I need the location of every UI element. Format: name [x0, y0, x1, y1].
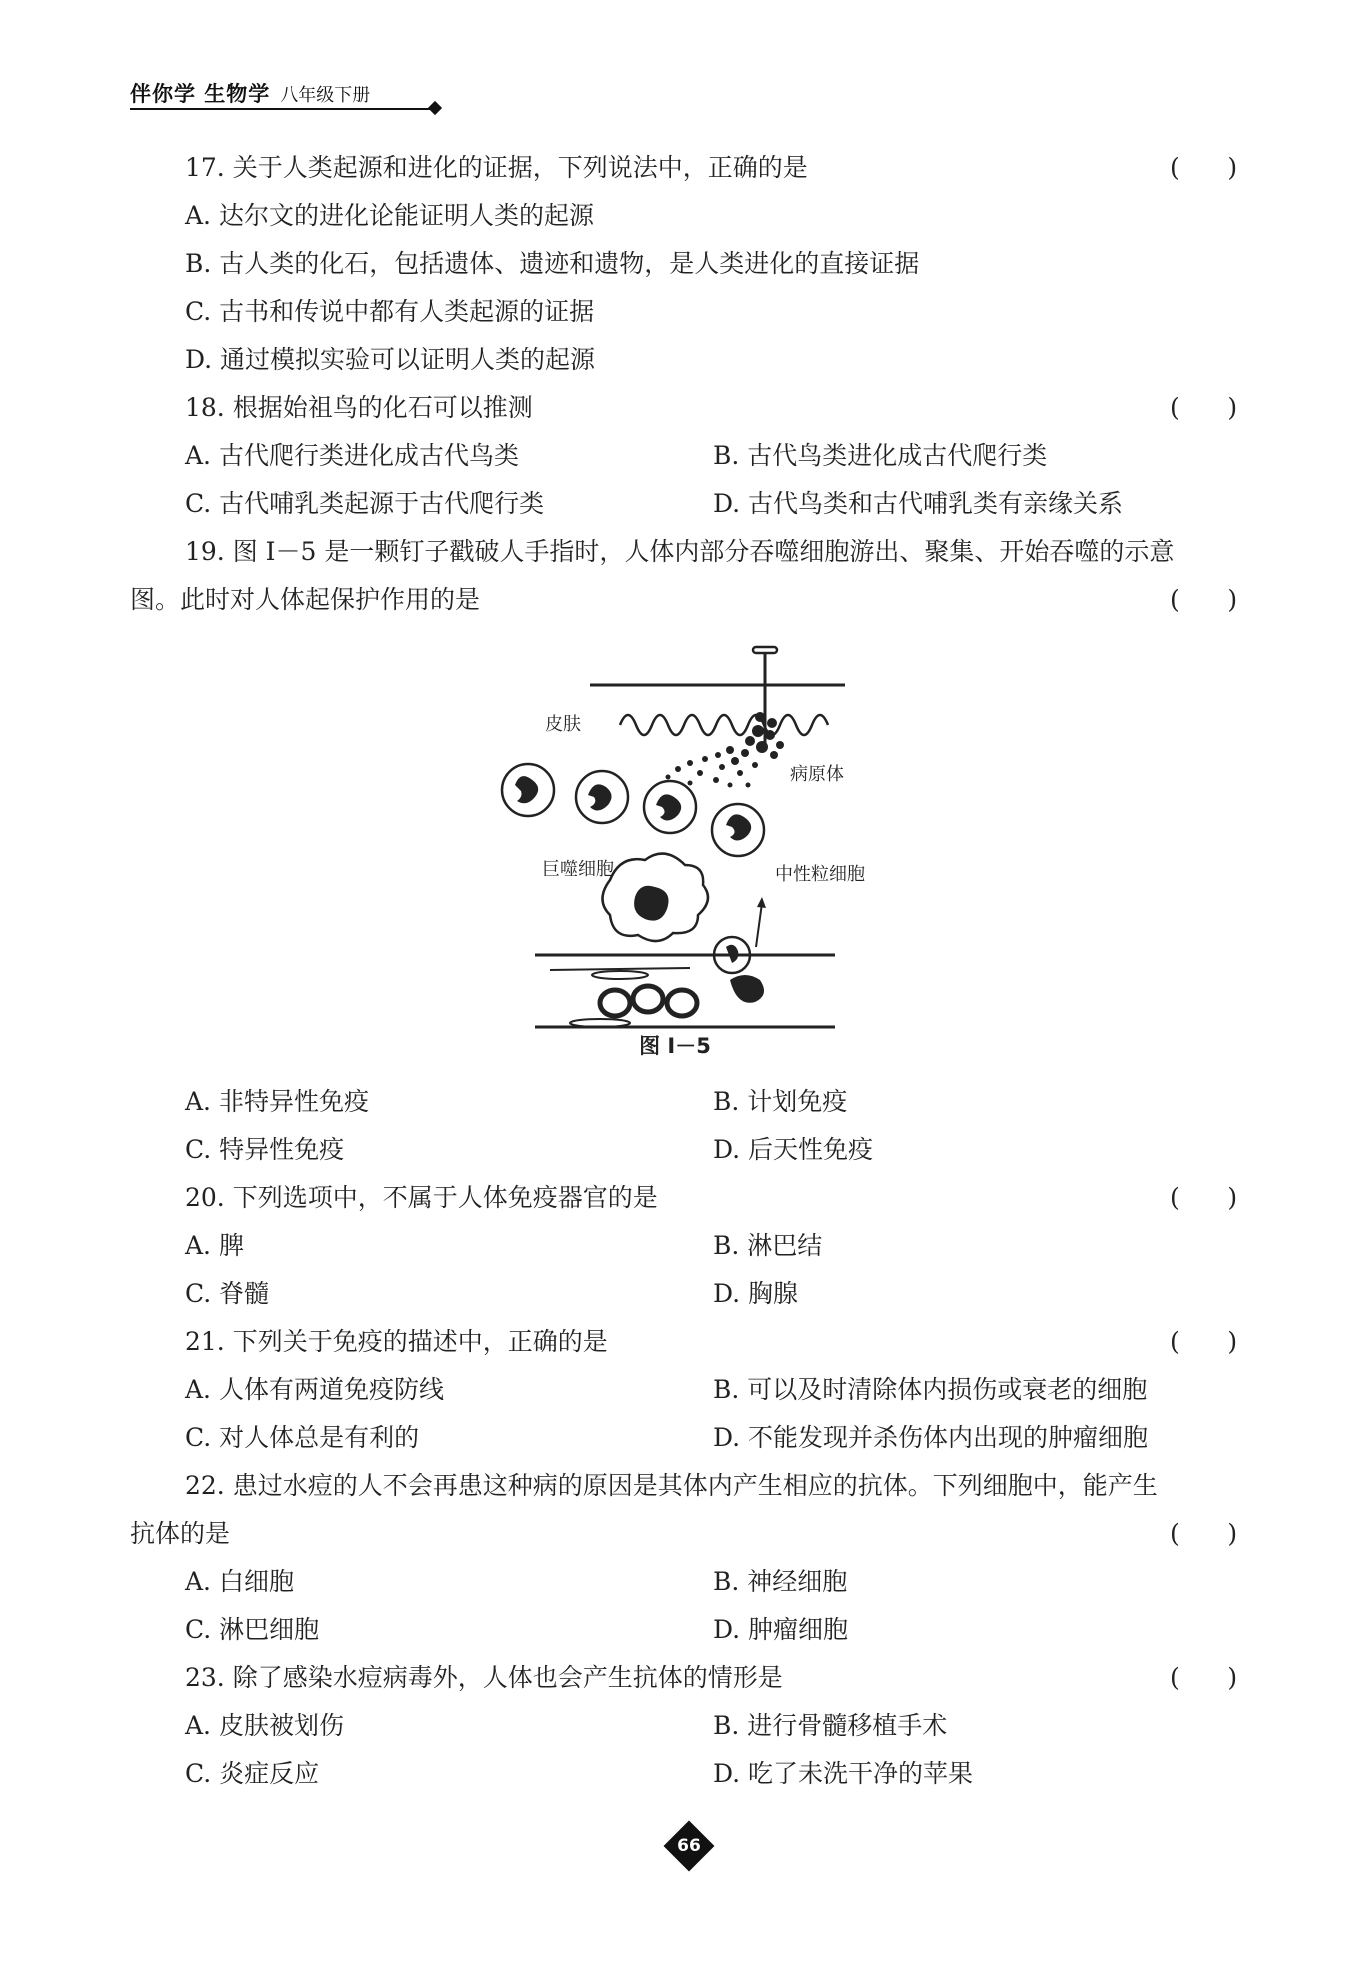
page-header: [130, 78, 450, 118]
option-b: B. 古代鸟类进化成古代爬行类: [713, 441, 1048, 470]
option-a: A. 达尔文的进化论能证明人类的起源: [185, 201, 594, 230]
figure-caption: 图 Ⅰ－5: [639, 1034, 711, 1058]
question-21-option-line: [0, 1414, 1350, 1462]
option-a: A. 非特异性免疫: [185, 1087, 369, 1116]
answer-bracket: ( ): [1170, 1663, 1238, 1692]
answer-bracket: ( ): [1170, 393, 1238, 422]
option-c: C. 炎症反应: [185, 1759, 320, 1788]
page-number-badge: [665, 1822, 713, 1870]
answer-bracket: ( ): [1170, 1183, 1238, 1212]
question-17-stem-line: [0, 144, 1350, 192]
question-stem: 20. 下列选项中，不属于人体免疫器官的是: [185, 1183, 658, 1212]
question-22-option-line: [0, 1606, 1350, 1654]
option-a: A. 白细胞: [185, 1567, 294, 1596]
option-d: D. 吃了未洗干净的苹果: [713, 1759, 974, 1788]
label-neutrophil: 中性粒细胞: [775, 864, 865, 885]
option-d: D. 肿瘤细胞: [713, 1615, 849, 1644]
answer-bracket: ( ): [1170, 1327, 1238, 1356]
option-c: C. 古书和传说中都有人类起源的证据: [185, 297, 595, 326]
question-stem: 21. 下列关于免疫的描述中，正确的是: [185, 1327, 608, 1356]
question-17-option-line: [0, 240, 1350, 288]
nail-head: [753, 647, 777, 653]
question-22-stem-line: [0, 1510, 1350, 1558]
phagocyte-diagram: [490, 635, 890, 1035]
question-19-stem-line: [0, 576, 1350, 624]
option-c: C. 脊髓: [185, 1279, 270, 1308]
header-rule: [130, 108, 435, 110]
option-b: B. 可以及时清除体内损伤或衰老的细胞: [713, 1375, 1148, 1404]
page-number: 66: [677, 1836, 701, 1856]
question-stem-continued: 图。此时对人体起保护作用的是: [130, 585, 481, 614]
question-18-stem-line: [0, 384, 1350, 432]
option-b: B. 进行骨髓移植手术: [713, 1711, 948, 1740]
epidermis-wave: [620, 715, 828, 735]
option-c: C. 特异性免疫: [185, 1135, 345, 1164]
header-diamond-icon: [428, 101, 442, 115]
answer-bracket: ( ): [1170, 153, 1238, 182]
question-21-stem-line: [0, 1318, 1350, 1366]
question-18-option-line: [0, 480, 1350, 528]
option-a: A. 脾: [185, 1231, 244, 1260]
question-20-option-line: [0, 1270, 1350, 1318]
question-17-option-line: [0, 336, 1350, 384]
option-c: C. 淋巴细胞: [185, 1615, 320, 1644]
question-23-option-line: [0, 1702, 1350, 1750]
question-21-option-line: [0, 1366, 1350, 1414]
option-d: D. 不能发现并杀伤体内出现的肿瘤细胞: [713, 1423, 1149, 1452]
book-title: 伴你学 生物学: [130, 82, 271, 106]
option-a: A. 古代爬行类进化成古代鸟类: [185, 441, 519, 470]
question-17-option-line: [0, 192, 1350, 240]
question-20-stem-line: [0, 1174, 1350, 1222]
question-19-stem-line: [0, 528, 1350, 576]
question-stem: 19. 图 Ⅰ－5 是一颗钉子戳破人手指时，人体内部分吞噬细胞游出、聚集、开始吞噬的示意: [185, 537, 1175, 566]
answer-bracket: ( ): [1170, 585, 1238, 614]
neutrophil-base: [730, 975, 764, 1003]
question-stem: 22. 患过水痘的人不会再患这种病的原因是其体内产生相应的抗体。下列细胞中，能产生: [185, 1471, 1158, 1500]
question-17-option-line: [0, 288, 1350, 336]
option-d: D. 后天性免疫: [713, 1135, 874, 1164]
cell-nuclei: [515, 776, 751, 840]
question-stem: 18. 根据始祖鸟的化石可以推测: [185, 393, 533, 422]
arrow-head-icon: [757, 897, 766, 908]
answer-bracket: ( ): [1170, 1519, 1238, 1548]
option-a: A. 人体有两道免疫防线: [185, 1375, 444, 1404]
option-d: D. 古代鸟类和古代哺乳类有亲缘关系: [713, 489, 1124, 518]
option-a: A. 皮肤被划伤: [185, 1711, 344, 1740]
label-skin: 皮肤: [545, 714, 581, 735]
option-b: B. 淋巴结: [713, 1231, 823, 1260]
question-19-option-line: [0, 1126, 1350, 1174]
question-stem: 17. 关于人类起源和进化的证据，下列说法中，正确的是: [185, 153, 808, 182]
option-b: B. 古人类的化石，包括遗体、遗迹和遗物，是人类进化的直接证据: [185, 249, 920, 278]
question-22-option-line: [0, 1558, 1350, 1606]
label-macrophage: 巨噬细胞: [542, 859, 614, 880]
question-stem: 23. 除了感染水痘病毒外，人体也会产生抗体的情形是: [185, 1663, 783, 1692]
vessel-wall-inner: [550, 968, 690, 970]
option-d: D. 通过模拟实验可以证明人类的起源: [185, 345, 596, 374]
macrophage-nucleus: [634, 886, 668, 921]
option-c: C. 古代哺乳类起源于古代爬行类: [185, 489, 545, 518]
neutrophil-arrow: [756, 903, 762, 947]
question-stem-continued: 抗体的是: [130, 1519, 231, 1548]
red-blood-cells: [600, 986, 697, 1016]
question-19-option-line: [0, 1078, 1350, 1126]
option-b: B. 计划免疫: [713, 1087, 848, 1116]
option-c: C. 对人体总是有利的: [185, 1423, 420, 1452]
question-20-option-line: [0, 1222, 1350, 1270]
label-pathogen: 病原体: [790, 764, 844, 785]
vessel-cell: [592, 971, 648, 979]
option-d: D. 胸腺: [713, 1279, 799, 1308]
question-22-stem-line: [0, 1462, 1350, 1510]
question-23-option-line: [0, 1750, 1350, 1798]
white-blood-cells: [502, 764, 764, 856]
question-18-option-line: [0, 432, 1350, 480]
grade-label: 八年级下册: [280, 85, 371, 106]
question-23-stem-line: [0, 1654, 1350, 1702]
option-b: B. 神经细胞: [713, 1567, 848, 1596]
